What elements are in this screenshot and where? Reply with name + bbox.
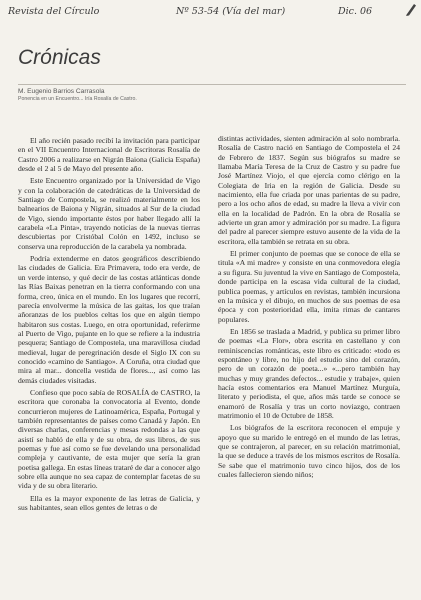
handwritten-header: [8, 4, 418, 22]
right-text-column: [218, 134, 400, 592]
paragraph: En 1856 se traslada a Madrid, y publica su primer libro de poemas «La Flor», obra escrita en castellano y con reminiscencias románticas, este libro es criticado: «todo es espontáneo y libre, no hijo del estudio sino del corazón, pero de un corazón de poeta...» «...pero también hay muchas y muy grandes defectos... estudie y trabaje», quien hacía estos comentarios era Manuel Martínez Murguía, literato y periodista, el que, años más tarde se conoce se enamoró de Rosalía y tras un corto noviazgo, contraen matrimonio el 10 de Octubre de 1858.: [218, 326, 400, 420]
title-divider: [18, 84, 406, 85]
author-affiliation: Ponencia en un Encuentro... Iría Rosalía de Castro.: [18, 96, 137, 102]
author-name: M. Eugenio Barrios Carrasola: [18, 88, 105, 95]
paragraph: El año recién pasado recibí la invitación para participar en el VII Encuentro Internacional de Escritoras Rosalía de Castro 2006 a realizarse en Nigrán Baiona (Galicia España) desde el 2 al 5 de Mayo del presente año.: [18, 136, 200, 174]
pen-icon: [405, 2, 417, 16]
section-title: Crónicas: [18, 46, 101, 69]
paragraph: distintas actividades, sienten admiración al solo nombrarla. Rosalía de Castro nació en Santiago de Compostela el 24 de Febrero de 1837. Según sus biógrafos su madre se llamaba María Teresa de la Cruz de Castro y su padre fue José Martínez Viojo, el que ejercía como clérigo en la Colegiata de Iria en la región de Galicia. Desde su nacimiento, ella fue criada por unas parientas de su padre, pero a los ocho años de edad, su madre la lleva a vivir con ella en la localidad de Padrón. En la obra de Rosalía se advierte un gran amor y admiración por su madre. La figura del padre al parecer siempre estuvo ausente de la vida de la escritora, ella también se retrata en su obra.: [218, 134, 400, 246]
paragraph: Confieso que poco sabía de ROSALÍA de CASTRO, la escritora que coronaba la convocatoria al Evento, donde concurrieron mujeres de Latinoamérica, España, Portugal y también representantes de países como Canadá y Japón. En diversas charlas, conferencias y mesas redondas a las que asistí se habló de ella y de su obra, de sus libros, de sus poemas y fue así como se fue develando una personalidad compleja y cautivante, de esta mujer que sería la gran poetisa gallega. En estas líneas trataré de dar a conocer algo sobre ella aunque no sea capaz de contemplar facetas de su vida y de su obra literario.: [18, 387, 200, 491]
paragraph: Podría extenderme en datos geográficos describiendo las ciudades de Galicia. Era Primavera, todo era verde, de un verde intenso, y qué decir de las costas atlánticas donde las Rías Baixas penetran en la tierra conformando con una forma, creo, única en el mundo. En los lugares que recorrí, parecía envolverme la música de las gaitas, los que traían añoranzas de los pueblos celtas los que en algún tiempo habitaron sus costas. Luego, en otra oportunidad, referirme al Puerto de Vigo, pujante en lo que se refiere a la industria pesquera; Santiago de Compostela, una maravillosa ciudad medieval, lugar de peregrinación desde el Siglo IX con su conocido «camino de Santiago». A Coruña, otra ciudad que mira al mar... doncella vestida de flores..., así como las demás ciudades visitadas.: [18, 254, 200, 385]
paragraph: Los biógrafos de la escritora reconocen el empuje y apoyo que su marido le entregó en el mundo de las letras, que se contrajeron, al parecer, en su relación matrimonial, la que se deduce a través de los mismos escritos de Rosalía. Se sabe que el matrimonio tuvo cinco hijos, dos de los cuales fallecieron siendo niños;: [218, 423, 400, 480]
handwritten-number: Nº 53-54 (Vía del mar): [176, 6, 286, 17]
paragraph: Este Encuentro organizado por la Universidad de Vigo y con la colaboración de catedráticas de la Universidad de Santiago de Compostela, se realizó materialmente en los balnearios de Baiona y Nigrán, situados al Sur de la ciudad de Vigo, siendo importante éstos por haber llegado allí la carabela «La Pinta», trayendo noticias de la nuevas tierras descubiertas por Cristóbal Colón en 1492, incluso se conserva una reproducción de la carabela ya nombrada.: [18, 176, 200, 251]
paragraph: El primer conjunto de poemas que se conoce de ella se titula «A mi madre» y consiste en una conmovedora elegía a su figura. Su juventud la vive en Santiago de Compostela, donde participa en la escasa vida cultural de la ciudad, publica poemas, y artículos en revistas, también incursiona en la música y el dibujo, en muchos de sus poemas de esa época y con posterioridad ella, imita rimas de cantares populares.: [218, 249, 400, 324]
handwritten-date: Dic. 06: [338, 6, 373, 17]
paragraph: Ella es la mayor exponente de las letras de Galicia, y sus habitantes, sean ellos gentes de letras o de: [18, 493, 200, 513]
handwritten-title: Revista del Círculo: [8, 6, 100, 17]
left-text-column: [18, 136, 200, 594]
